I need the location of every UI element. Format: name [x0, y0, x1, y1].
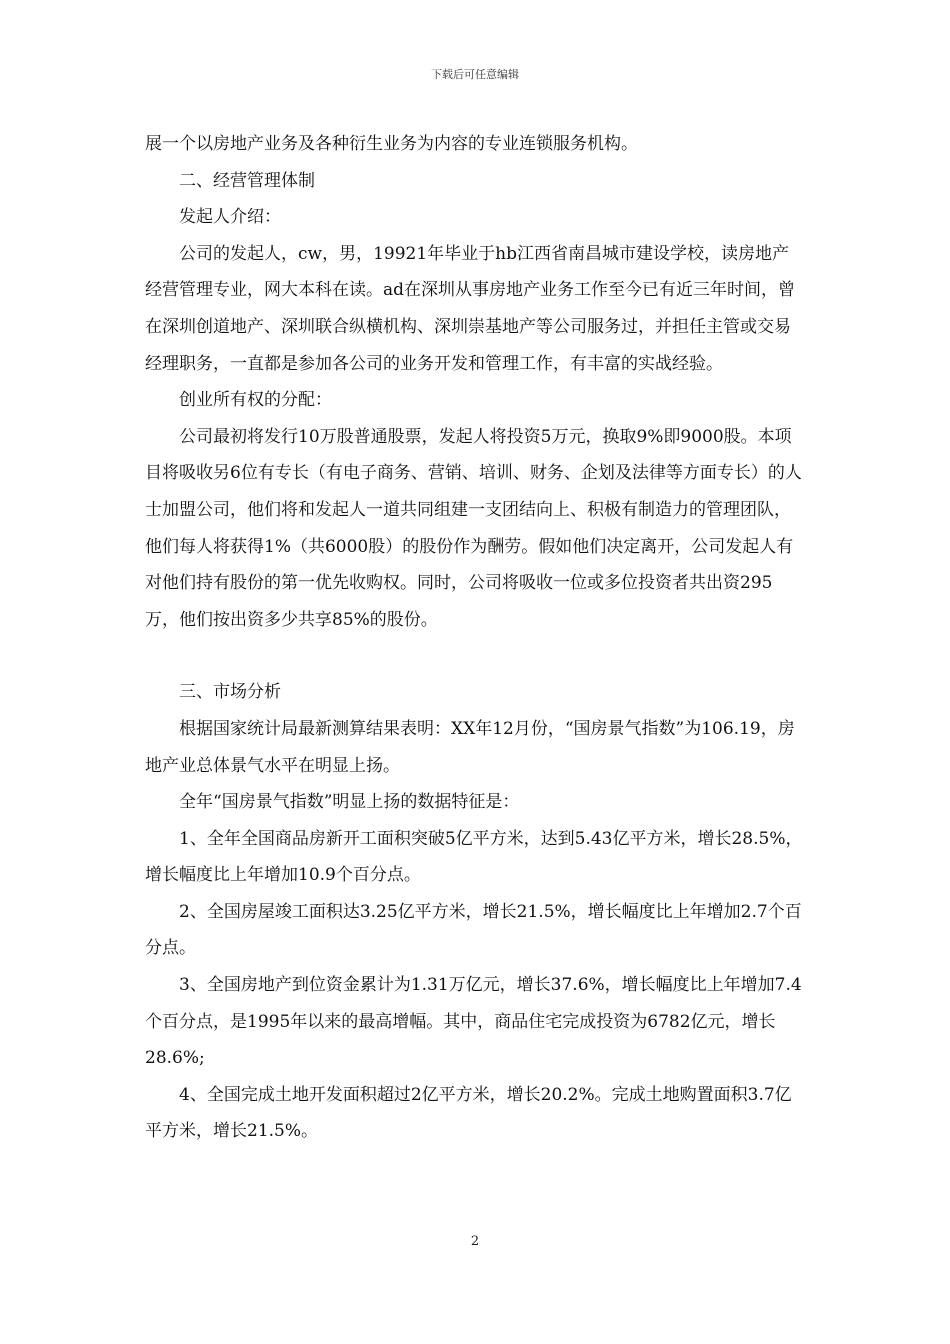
- list-item-4: 4、全国完成土地开发面积超过2亿平方米，增长20.2%。完成土地购置面积3.7亿平方米，增长21.5%。: [145, 1084, 792, 1142]
- list-item-2: 2、全国房屋竣工面积达3.25亿平方米，增长21.5%，增长幅度比上年增加2.7个百分点。: [145, 901, 802, 959]
- paragraph-features-intro: 全年“国房景气指数”明显上扬的数据特征是：: [179, 792, 520, 813]
- document-body: [145, 126, 805, 1150]
- paragraph-founder: 公司的发起人，cw，男，19921年毕业于hb江西省南昌城市建设学校，读房地产经营管理专业，网大本科在读。ad在深圳从事房地产业务工作至今已有近三年时间，曾在深圳创道地产、深圳联合纵横机构、深圳崇基地产等公司服务过，并担任主管或交易经理职务，一直都是参加各公司的业务开发和管理工作，有丰富的实战经验。: [145, 243, 796, 374]
- section-heading-management: 二、经营管理体制: [179, 170, 315, 191]
- page-number: 2: [470, 1234, 480, 1249]
- subheading-founder: 发起人介绍：: [179, 207, 281, 228]
- list-item-1: 1、全年全国商品房新开工面积突破5亿平方米，达到5.43亿平方米，增长28.5%，增长幅度比上年增加10.9个百分点。: [145, 828, 803, 886]
- paragraph-ownership: 公司最初将发行10万股普通股票，发起人将投资5万元，换取9%即9000股。本项目将吸收另6位有专长（有电子商务、营销、培训、财务、企划及法律等方面专长）的人士加盟公司，他们将和发起人一道共同组建一支团结向上、积极有制造力的管理团队，他们每人将获得1%（共6000股）的股份作为酬劳。假如他们决定离开，公司发起人有对他们持有股份的第一优先收购权。同时，公司将吸收一位或多位投资者共出资295万，他们按出资多少共享85%的股份。: [145, 426, 802, 630]
- paragraph-statistics: 根据国家统计局最新测算结果表明：XX年12月份，“国房景气指数”为106.19，房地产业总体景气水平在明显上扬。: [145, 718, 795, 776]
- subheading-ownership: 创业所有权的分配：: [179, 390, 332, 411]
- paragraph-continuation: 展一个以房地产业务及各种衍生业务为内容的专业连锁服务机构。: [145, 134, 638, 154]
- page-header: 下载后可任意编辑: [431, 68, 519, 81]
- list-item-3: 3、全国房地产到位资金累计为1.31万亿元，增长37.6%，增长幅度比上年增加7.4个百分点，是1995年以来的最高增幅。其中，商品住宅完成投资为6782亿元，增长28.6%;: [145, 975, 802, 1069]
- blank-line: [145, 638, 805, 674]
- section-heading-market: 三、市场分析: [179, 682, 281, 703]
